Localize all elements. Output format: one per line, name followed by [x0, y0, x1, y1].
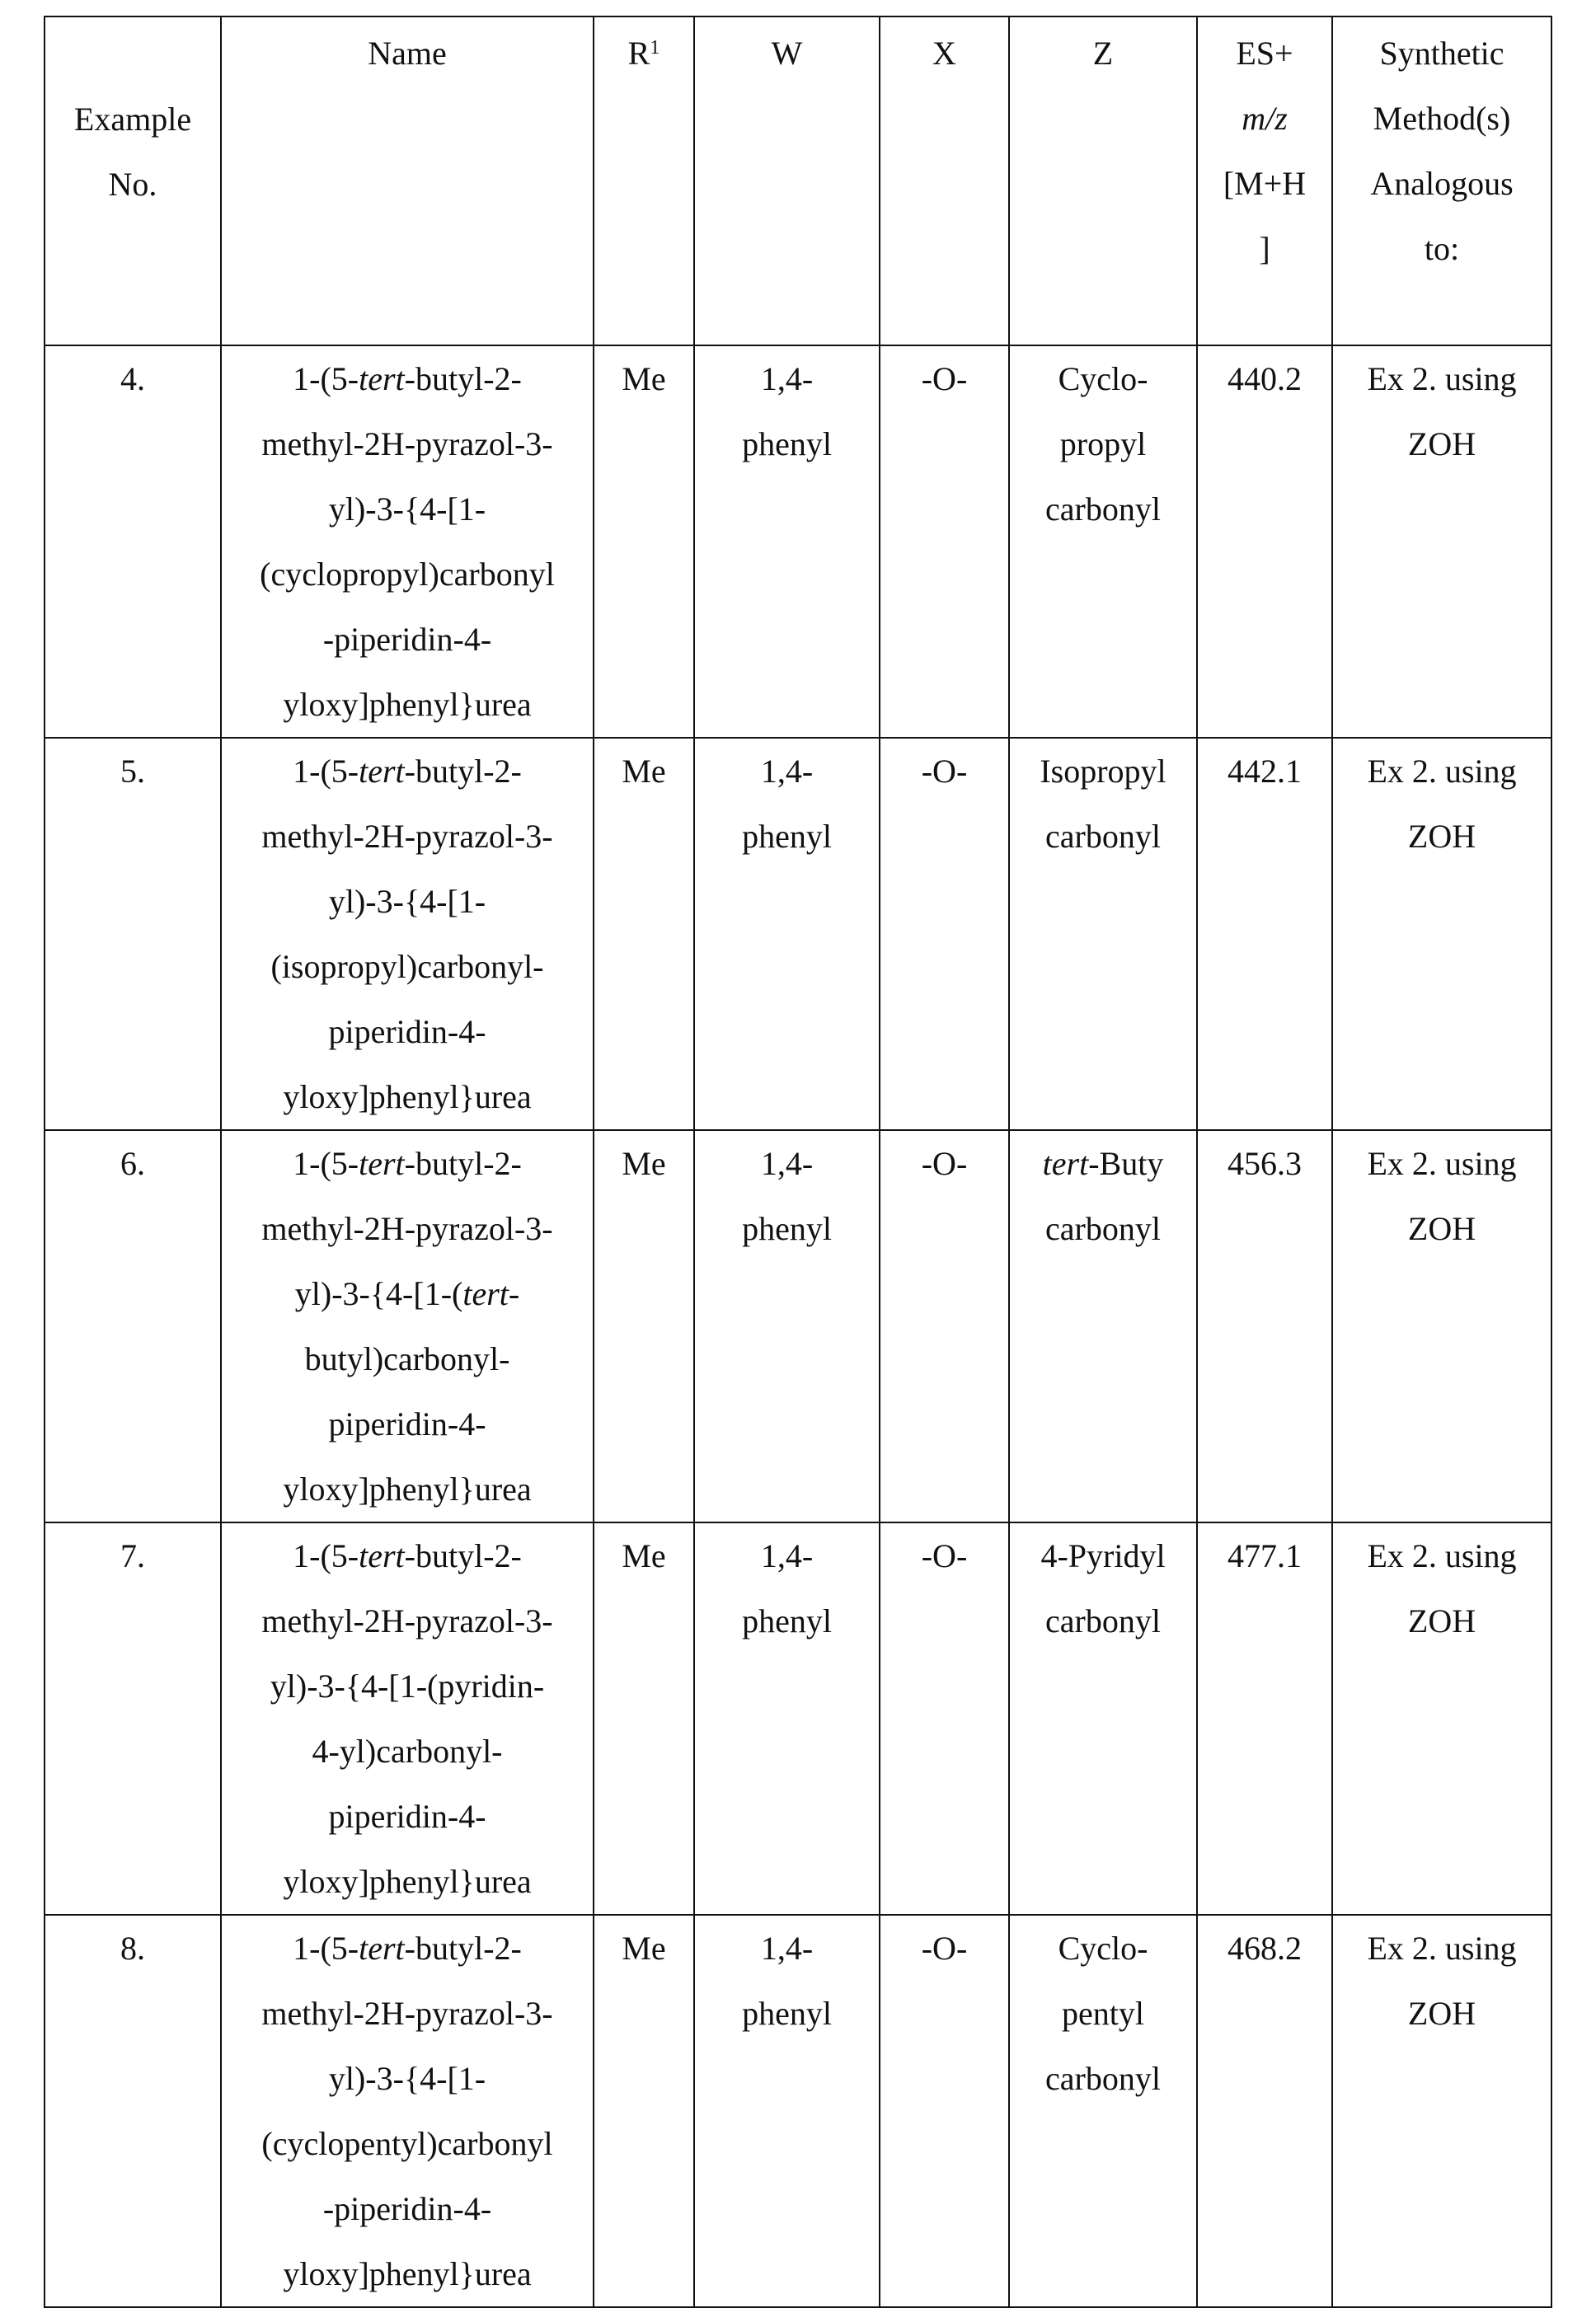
name-line: yloxy]phenyl}urea — [225, 2241, 589, 2306]
w-line: 1,4- — [698, 739, 875, 804]
x-value: -O- — [922, 1930, 968, 1967]
w-line: 1,4- — [698, 346, 875, 411]
header-text: [M+H — [1201, 151, 1328, 216]
z-line: tert-Buty — [1013, 1131, 1193, 1196]
z-line: propyl — [1013, 411, 1193, 476]
method-line: Ex 2. using — [1336, 739, 1547, 804]
name-line: 1-(5-tert-butyl-2- — [225, 1131, 589, 1196]
cell-name — [221, 1522, 594, 1915]
w-line: phenyl — [698, 1981, 875, 2046]
header-text: R — [628, 35, 650, 72]
cell-es-mz — [1197, 1522, 1332, 1915]
example-number: 5. — [120, 753, 145, 790]
header-text: No. — [49, 152, 217, 217]
cell-es-mz — [1197, 738, 1332, 1130]
name-line: piperidin-4- — [225, 1784, 589, 1849]
name-line: yl)-3-{4-[1-(pyridin- — [225, 1654, 589, 1719]
method-line: ZOH — [1336, 804, 1547, 869]
x-value: -O- — [922, 1145, 968, 1182]
header-z — [1009, 16, 1197, 345]
cell-w — [694, 1130, 880, 1522]
method-line: Ex 2. using — [1336, 1916, 1547, 1981]
z-line: Cyclo- — [1013, 346, 1193, 411]
method-line: Ex 2. using — [1336, 346, 1547, 411]
example-number: 7. — [120, 1537, 145, 1574]
r1-value: Me — [622, 1537, 665, 1574]
x-value: -O- — [922, 753, 968, 790]
x-value: -O- — [922, 360, 968, 397]
cell-r1 — [594, 345, 694, 738]
r1-value: Me — [622, 753, 665, 790]
z-line: 4-Pyridyl — [1013, 1523, 1193, 1588]
method-line: ZOH — [1336, 1588, 1547, 1654]
example-number: 4. — [120, 360, 145, 397]
cell-es-mz — [1197, 345, 1332, 738]
name-line: yloxy]phenyl}urea — [225, 1064, 589, 1129]
r1-value: Me — [622, 360, 665, 397]
x-value: -O- — [922, 1537, 968, 1574]
name-line: -piperidin-4- — [225, 607, 589, 672]
header-text: Name — [368, 35, 447, 72]
cell-synthetic-method — [1332, 1130, 1551, 1522]
cell-name — [221, 738, 594, 1130]
r1-value: Me — [622, 1145, 665, 1182]
header-x — [880, 16, 1009, 345]
w-line: phenyl — [698, 804, 875, 869]
name-line: piperidin-4- — [225, 999, 589, 1064]
name-line: yl)-3-{4-[1-(tert- — [225, 1261, 589, 1326]
cell-x — [880, 345, 1009, 738]
compound-table — [44, 16, 1552, 2308]
z-line: carbonyl — [1013, 1588, 1193, 1654]
method-line: ZOH — [1336, 1196, 1547, 1261]
cell-es-mz — [1197, 1915, 1332, 2307]
cell-x — [880, 1522, 1009, 1915]
name-line: 4-yl)carbonyl- — [225, 1719, 589, 1784]
cell-example-no — [45, 1522, 221, 1915]
z-line: carbonyl — [1013, 476, 1193, 542]
method-line: ZOH — [1336, 1981, 1547, 2046]
mass-value: 477.1 — [1228, 1537, 1302, 1574]
cell-es-mz — [1197, 1130, 1332, 1522]
z-line: Isopropyl — [1013, 739, 1193, 804]
example-number: 6. — [120, 1145, 145, 1182]
cell-name — [221, 345, 594, 738]
table-row — [45, 738, 1551, 1130]
method-line: ZOH — [1336, 411, 1547, 476]
name-line: methyl-2H-pyrazol-3- — [225, 804, 589, 869]
cell-synthetic-method — [1332, 345, 1551, 738]
table-row — [45, 1522, 1551, 1915]
cell-x — [880, 1915, 1009, 2307]
w-line: phenyl — [698, 1588, 875, 1654]
header-row — [45, 16, 1551, 345]
header-text: Z — [1093, 35, 1113, 72]
name-line: butyl)carbonyl- — [225, 1326, 589, 1391]
cell-name — [221, 1915, 594, 2307]
name-line: methyl-2H-pyrazol-3- — [225, 1196, 589, 1261]
mass-value: 468.2 — [1228, 1930, 1302, 1967]
name-line: 1-(5-tert-butyl-2- — [225, 346, 589, 411]
example-number: 8. — [120, 1930, 145, 1967]
name-line: methyl-2H-pyrazol-3- — [225, 1588, 589, 1654]
name-line: methyl-2H-pyrazol-3- — [225, 411, 589, 476]
cell-z — [1009, 1915, 1197, 2307]
cell-example-no — [45, 1915, 221, 2307]
cell-z — [1009, 738, 1197, 1130]
z-line: carbonyl — [1013, 804, 1193, 869]
header-r1 — [594, 16, 694, 345]
header-text: ] — [1201, 216, 1328, 281]
r1-value: Me — [622, 1930, 665, 1967]
cell-synthetic-method — [1332, 1522, 1551, 1915]
w-line: phenyl — [698, 411, 875, 476]
header-text: Analogous — [1336, 151, 1547, 216]
header-text: to: — [1336, 216, 1547, 281]
cell-r1 — [594, 738, 694, 1130]
header-text: ES+ — [1201, 21, 1328, 86]
z-line: carbonyl — [1013, 2046, 1193, 2111]
table-row — [45, 1130, 1551, 1522]
name-line: 1-(5-tert-butyl-2- — [225, 1916, 589, 1981]
name-line: yl)-3-{4-[1- — [225, 476, 589, 542]
cell-w — [694, 1522, 880, 1915]
cell-r1 — [594, 1522, 694, 1915]
cell-name — [221, 1130, 594, 1522]
table-row — [45, 1915, 1551, 2307]
cell-x — [880, 1130, 1009, 1522]
cell-r1 — [594, 1130, 694, 1522]
method-line: Ex 2. using — [1336, 1131, 1547, 1196]
header-example-no — [45, 16, 221, 345]
cell-r1 — [594, 1915, 694, 2307]
z-line: Cyclo- — [1013, 1916, 1193, 1981]
w-line: phenyl — [698, 1196, 875, 1261]
mass-value: 456.3 — [1228, 1145, 1302, 1182]
header-text: m/z — [1201, 86, 1328, 151]
mass-value: 442.1 — [1228, 753, 1302, 790]
method-line: Ex 2. using — [1336, 1523, 1547, 1588]
cell-example-no — [45, 1130, 221, 1522]
name-line: yloxy]phenyl}urea — [225, 672, 589, 737]
cell-w — [694, 1915, 880, 2307]
name-line: yloxy]phenyl}urea — [225, 1457, 589, 1522]
header-name — [221, 16, 594, 345]
cell-synthetic-method — [1332, 738, 1551, 1130]
superscript: 1 — [650, 37, 660, 59]
z-line: pentyl — [1013, 1981, 1193, 2046]
name-line: yl)-3-{4-[1- — [225, 2046, 589, 2111]
name-line: methyl-2H-pyrazol-3- — [225, 1981, 589, 2046]
mass-value: 440.2 — [1228, 360, 1302, 397]
header-text: W — [772, 35, 803, 72]
cell-example-no — [45, 345, 221, 738]
cell-synthetic-method — [1332, 1915, 1551, 2307]
cell-example-no — [45, 738, 221, 1130]
header-es-mz — [1197, 16, 1332, 345]
w-line: 1,4- — [698, 1916, 875, 1981]
name-line: (isopropyl)carbonyl- — [225, 934, 589, 999]
cell-w — [694, 738, 880, 1130]
cell-z — [1009, 345, 1197, 738]
header-w — [694, 16, 880, 345]
name-line: yloxy]phenyl}urea — [225, 1849, 589, 1914]
cell-w — [694, 345, 880, 738]
header-text: X — [932, 35, 956, 72]
w-line: 1,4- — [698, 1131, 875, 1196]
name-line: 1-(5-tert-butyl-2- — [225, 739, 589, 804]
z-line: carbonyl — [1013, 1196, 1193, 1261]
name-line: piperidin-4- — [225, 1391, 589, 1457]
header-text: Method(s) — [1336, 86, 1547, 151]
header-text: Synthetic — [1336, 21, 1547, 86]
name-line: (cyclopropyl)carbonyl — [225, 542, 589, 607]
header-synthetic-method — [1332, 16, 1551, 345]
cell-z — [1009, 1522, 1197, 1915]
table-row — [45, 345, 1551, 738]
cell-x — [880, 738, 1009, 1130]
name-line: 1-(5-tert-butyl-2- — [225, 1523, 589, 1588]
name-line: -piperidin-4- — [225, 2176, 589, 2241]
cell-z — [1009, 1130, 1197, 1522]
header-text: Example — [49, 87, 217, 152]
name-line: (cyclopentyl)carbonyl — [225, 2111, 589, 2176]
name-line: yl)-3-{4-[1- — [225, 869, 589, 934]
w-line: 1,4- — [698, 1523, 875, 1588]
